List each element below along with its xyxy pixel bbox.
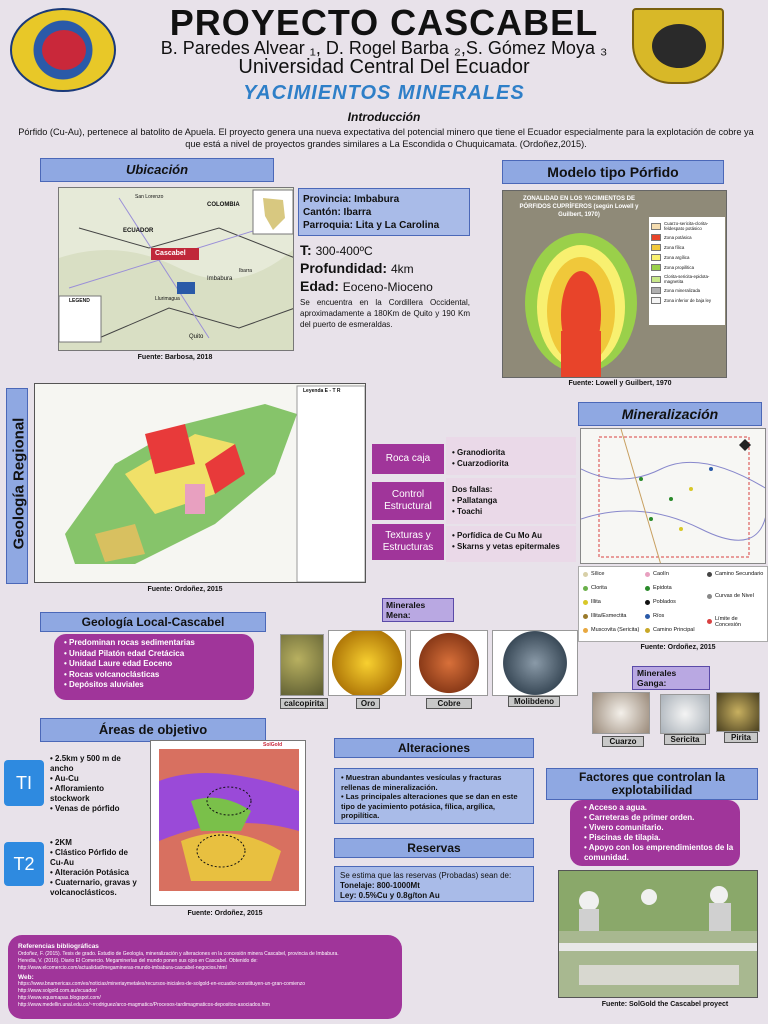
reservas-line: Ley: 0.5%Cu y 0.8g/ton Au	[340, 891, 440, 900]
porphyry-legend-item	[651, 264, 727, 271]
porphyry-figure-title: ZONALIDAD EN LOS YACIMIENTOS DE PÓRFIDOS CUPRÍFEROS (según Lowell y Guilbert, 1970)	[519, 196, 639, 218]
references-title: Referencias bibliográficas	[18, 943, 99, 950]
molibdeno-image	[492, 630, 578, 696]
legend-swatch	[583, 572, 588, 577]
mineralization-legend-item	[583, 585, 641, 591]
legend-swatch	[707, 619, 712, 624]
porphyry-legend	[651, 221, 727, 307]
legend-label: Zona fílica	[664, 245, 685, 250]
legend-label: Zona potásica	[664, 235, 692, 240]
legend-label: Epidota	[653, 585, 672, 591]
texturas-item: • Skarns y vetas epitermales	[452, 542, 560, 551]
legend-label: Illita/Esmectita	[591, 613, 627, 619]
cobre-image	[410, 630, 488, 696]
legend-label: Muscovita (Sericita)	[591, 627, 640, 633]
legend-label: Curvas de Nivel	[715, 593, 754, 600]
porphyry-model-figure	[502, 190, 727, 378]
tag-texturas: Texturas y Estructuras	[372, 524, 444, 560]
legend-swatch	[707, 594, 712, 599]
legend-swatch	[645, 628, 650, 633]
web-link[interactable]: http://www.medellin.unal.edu.co/~rrodriguez/arco-magmatico/Procesos-tardimagmaticos-depositos-asociados.htm	[18, 1002, 270, 1008]
cuarzo-image	[592, 692, 650, 734]
canton: Cantón: Ibarra	[303, 207, 372, 218]
mineralization-legend-item	[583, 613, 641, 619]
pirita-image	[716, 692, 760, 732]
factores-item: • Vivero comunitario.	[584, 823, 734, 833]
porphyry-legend-item	[651, 297, 727, 304]
modelo-caption: Fuente: Lowell y Guilbert, 1970	[568, 380, 672, 387]
legend-swatch	[651, 276, 661, 283]
geologia-regional-label: Geología Regional	[10, 417, 28, 550]
intro-heading: Introducción	[347, 110, 421, 124]
label-sericita: Sericita	[664, 734, 706, 745]
reservas-title: Reservas	[334, 838, 534, 858]
porphyry-legend-item	[651, 287, 727, 294]
label-oro: Oro	[356, 698, 380, 709]
geologia-local-item: • Rocas volcanoclásticas	[64, 670, 244, 681]
legend-label: Zona mineralizada	[664, 288, 701, 293]
target-t2-item: • Cuaternario, gravas y volcanoclásticos.	[50, 878, 142, 898]
legend-label: Clorita	[591, 585, 607, 591]
minerales-mena-title: Minerales Mena:	[382, 598, 454, 622]
porphyry-legend-item	[651, 221, 727, 231]
map-label-ecuador: ECUADOR	[123, 228, 154, 234]
deposit-parameters	[300, 242, 476, 296]
mineralization-legend-item	[583, 599, 641, 605]
texturas-item: • Porfídica de Cu Mo Au	[452, 531, 543, 540]
web-link[interactable]: http://www.equsmapas.blogspot.com/	[18, 995, 101, 1001]
target-t2-item: • Clástico Pórfido de Cu-Au	[50, 848, 142, 868]
mineralization-legend-item	[707, 593, 765, 599]
oro-image	[328, 630, 406, 696]
map-label-llurimagua: Llurimagua	[155, 296, 180, 302]
poster-title: PROYECTO CASCABEL	[169, 2, 599, 43]
legend-label: Illita	[591, 599, 601, 605]
mineralization-legend-item	[645, 613, 703, 619]
geologia-regional-caption: Fuente: Ordoñez, 2015	[147, 586, 223, 593]
map-label-imbabura: Imbabura	[207, 276, 233, 282]
alteraciones-item: • Las principales alteraciones que se dan en este tipo de yacimiento potásica, fílica, argílica, propilítica.	[341, 792, 527, 821]
target-areas-map	[150, 740, 306, 906]
mineralizacion-title: Mineralización	[578, 402, 762, 426]
factores-item: • Carreteras de primer orden.	[584, 813, 734, 823]
areas-caption: Fuente: Ordoñez, 2015	[187, 910, 263, 917]
legend-label: Clorita-sericita-epidota-magnetita	[664, 274, 710, 284]
mineralization-legend-item	[583, 627, 641, 633]
geologia-local-title: Geología Local-Cascabel	[40, 612, 266, 632]
mineralization-legend-item	[645, 571, 703, 577]
location-description: Se encuentra en la Cordillera Occidental, aproximadamente a 180Km de Quito y 190 Km del puerto de esmeraldas.	[300, 298, 470, 329]
label-cuarzo: Cuarzo	[602, 736, 644, 747]
legend-swatch	[651, 287, 661, 294]
geologia-local-item: • Predominan rocas sedimentarias	[64, 638, 244, 649]
legend-swatch	[583, 614, 588, 619]
legend-swatch	[651, 223, 661, 230]
minerales-ganga-title: Minerales Ganga:	[632, 666, 710, 690]
label-pirita: Pirita	[724, 732, 758, 743]
alteraciones-item: • Muestran abundantes vesículas y fracturas rellenas de mineralización.	[341, 773, 527, 792]
community-photo	[558, 870, 758, 998]
areas-title: Áreas de objetivo	[40, 718, 266, 742]
control-estructural-list	[446, 478, 576, 524]
poster-subtitle: YACIMIENTOS MINERALES	[243, 82, 525, 104]
porphyry-legend-item	[651, 234, 727, 241]
mineralization-legend-item	[707, 571, 765, 577]
web-title: Web:	[18, 974, 34, 981]
reference-link[interactable]: http://www.elcomercio.com/actualidad/megamineras-mundo-imbabura-cascabel-negocios.html	[18, 965, 227, 971]
location-map-svg	[59, 188, 294, 351]
mineralization-legend-item	[645, 585, 703, 591]
factores-caption: Fuente: SolGold the Cascabel proyect	[601, 1001, 729, 1008]
calcopirita-image	[280, 634, 324, 696]
regional-geology-map	[34, 383, 366, 583]
mineralization-legend-item	[645, 627, 703, 633]
reservas-line: Se estima que las reservas (Probadas) sean de:	[340, 871, 512, 880]
mineralization-legend-item	[707, 616, 765, 628]
legend-label: Caolín	[653, 571, 669, 577]
reference-line: Ordoñez, F. (2015). Tesis de grado. Estudio de Geología, mineralización y alteraciones en la concesión minera Cascabel, provincia de Imbabura.	[18, 951, 339, 957]
legend-label: Zona inferior de baja ley	[664, 298, 712, 303]
geologia-local-item: • Unidad Pilatón edad Cretácica	[64, 649, 244, 660]
target-t2-badge: T2	[4, 842, 44, 886]
legend-swatch	[645, 614, 650, 619]
control-item: • Pallatanga	[452, 496, 498, 505]
target-map-brand: SolGold	[263, 742, 283, 748]
legend-swatch	[583, 628, 588, 633]
roca-caja-list	[446, 437, 576, 475]
control-item: • Toachi	[452, 507, 483, 516]
porphyry-legend-item	[651, 244, 727, 251]
roca-caja-item: • Granodiorita	[452, 448, 506, 457]
location-info-box	[298, 188, 470, 236]
legend-swatch	[651, 297, 661, 304]
geologia-local-list	[54, 634, 254, 700]
reference-line: Heredia, V. (2016). Diario El Comercio. Megaminerías del mundo ponen sus ojos en Cascabel. Obtenido de:	[18, 958, 258, 964]
target-t1-item: • 2.5km y 500 m de ancho	[50, 754, 142, 774]
age-label: Edad:	[300, 278, 339, 294]
roca-caja-item: • Cuarzodiorita	[452, 459, 509, 468]
legend-label: Sílice	[591, 571, 605, 577]
map-legend-title: LEGEND	[69, 298, 90, 304]
legend-label: Camino Secundario	[715, 571, 764, 577]
factores-item: • Piscinas de tilapia.	[584, 833, 734, 843]
target-t1-item: • Au-Cu	[50, 774, 142, 784]
target-t1-list	[50, 754, 142, 814]
web-link[interactable]: http://www.solgold.com.au/ecuador/	[18, 988, 97, 994]
sericita-image	[660, 694, 710, 734]
reservas-line: Tonelaje: 800-1000Mt	[340, 881, 420, 890]
control-heading: Dos fallas:	[452, 485, 493, 494]
map-label-ibarra: Ibarra	[239, 268, 253, 274]
legend-swatch	[651, 234, 661, 241]
depth-label: Profundidad:	[300, 260, 388, 276]
mineralization-legend	[578, 566, 768, 642]
university-name: Universidad Central Del Ecuador	[238, 56, 530, 78]
legend-swatch	[583, 586, 588, 591]
texturas-list	[446, 526, 576, 562]
factores-list	[570, 800, 740, 866]
geologia-regional-title	[6, 388, 28, 584]
legend-swatch	[645, 572, 650, 577]
legend-label: Ríos	[653, 613, 665, 619]
references-box	[8, 935, 402, 1019]
map-label-colombia: COLOMBIA	[207, 202, 240, 208]
modelo-title: Modelo tipo Pórfido	[502, 160, 724, 184]
label-cobre: Cobre	[426, 698, 472, 709]
legend-swatch	[651, 244, 661, 251]
ubicacion-title: Ubicación	[40, 158, 274, 182]
target-t1-item: • Afloramiento stockwork	[50, 784, 142, 804]
parroquia: Parroquia: Lita y La Carolina	[303, 220, 440, 231]
factores-item: • Apoyo con los emprendimientos de la comunidad.	[584, 843, 734, 863]
web-link[interactable]: https://www.bnamericas.com/es/noticias/mineriaymetales/recursos-iniciales-de-solgold-en-ecuador-constituyen-un-gran-comienzo	[18, 981, 306, 987]
community-photo-svg	[559, 871, 758, 998]
ubicacion-caption: Fuente: Barbosa, 2018	[137, 354, 213, 361]
legend-label: Camino Principal	[653, 627, 695, 633]
target-t1-badge: TI	[4, 760, 44, 806]
mineralization-svg	[581, 429, 766, 564]
alteraciones-title: Alteraciones	[334, 738, 534, 758]
legend-label: Límite de Concesión	[715, 615, 741, 628]
mineralization-map	[580, 428, 766, 564]
regional-legend-title: Leyenda E - T R	[303, 388, 341, 394]
legend-label: Zona propilítica	[664, 265, 695, 270]
geologia-local-item: • Unidad Laure edad Eoceno	[64, 659, 244, 670]
legend-swatch	[651, 264, 661, 271]
legend-swatch	[707, 572, 712, 577]
label-calcopirita: calcopirita	[280, 698, 328, 709]
mineralization-legend-item	[583, 571, 641, 577]
age-value: Eoceno-Mioceno	[342, 280, 433, 294]
tag-roca-caja: Roca caja	[372, 444, 444, 474]
authors: B. Paredes Alvear ₁, D. Rogel Barba ₂,S. Gómez Moya ₃	[160, 38, 608, 58]
target-t2-item: • Alteración Potásica	[50, 868, 142, 878]
temp-value: 300-400ºC	[315, 244, 373, 258]
legend-label: Cuarzo-sericita-clorita-feldespato potásico	[664, 221, 709, 231]
legend-swatch	[651, 254, 661, 261]
provincia: Provincia: Imbabura	[303, 194, 400, 205]
regional-geology-svg	[35, 384, 366, 583]
depth-value: 4km	[391, 262, 414, 276]
temp-label: T:	[300, 242, 312, 258]
reservas-box	[334, 866, 534, 902]
porphyry-legend-item	[651, 274, 727, 284]
mineralization-legend-item	[645, 599, 703, 605]
legend-label: Zona argílica	[664, 255, 690, 260]
factores-title: Factores que controlan la explotabilidad	[546, 768, 758, 800]
target-t1-item: • Venas de pórfido	[50, 804, 142, 814]
map-label-cascabel: Cascabel	[155, 250, 186, 257]
map-label-san-lorenzo: San Lorenzo	[135, 194, 164, 200]
intro-text: Pórfido (Cu-Au), pertenece al batolito de Apuela. El proyecto genera una nueva expectativa del potencial minero que tiene el Ecuador especialmente para la explotación de cobre ya que está a nivel de proyectos grandes similares a La Escondida o Chuquicamata. (Ordoñez,2015).	[18, 127, 754, 149]
alteraciones-list	[334, 768, 534, 824]
location-map	[58, 187, 294, 351]
target-areas-svg	[151, 741, 306, 906]
map-label-quito: Quito	[189, 334, 204, 340]
legend-swatch	[645, 600, 650, 605]
target-t2-list	[50, 838, 142, 898]
label-molibdeno: Molibdeno	[508, 696, 560, 707]
legend-swatch	[583, 600, 588, 605]
tag-control-estructural: Control Estructural	[372, 482, 444, 520]
porphyry-legend-item	[651, 254, 727, 261]
legend-swatch	[645, 586, 650, 591]
target-t2-item: • 2KM	[50, 838, 142, 848]
factores-item: • Acceso a agua.	[584, 803, 734, 813]
legend-label: Poblados	[653, 599, 676, 605]
mineralizacion-caption: Fuente: Ordoñez, 2015	[640, 644, 716, 651]
geologia-local-item: • Depósitos aluviales	[64, 680, 244, 691]
